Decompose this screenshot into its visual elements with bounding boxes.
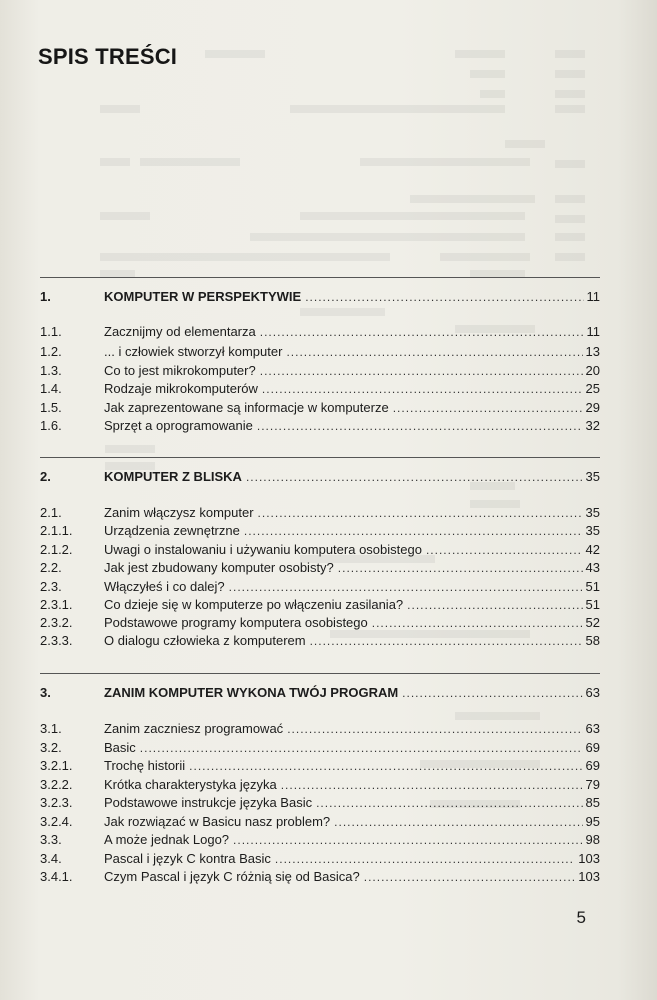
entry-page: 98 (585, 832, 600, 847)
section-divider (40, 277, 600, 278)
toc-entry (40, 868, 600, 886)
entry-title: Zacznijmy od elementarza (104, 324, 256, 339)
toc-entry (40, 831, 600, 849)
entry-page: 85 (585, 795, 600, 810)
chapter-title: KOMPUTER W PERSPEKTYWIE (104, 289, 302, 304)
entry-number: 1.6. (40, 418, 62, 433)
entry-number: 3.2.3. (40, 795, 73, 810)
entry-title: Podstawowe programy komputera osobistego (104, 615, 368, 630)
entry-page: 51 (585, 579, 600, 594)
entry-page: 69 (585, 740, 600, 755)
toc-entry (40, 541, 600, 559)
entry-page: 13 (585, 344, 600, 359)
entry-title: ... i człowiek stworzył komputer (104, 344, 283, 359)
dot-leader (281, 776, 583, 794)
entry-number: 1.1. (40, 324, 62, 339)
entry-title: Trochę historii (104, 758, 186, 773)
toc-entry (40, 399, 600, 417)
entry-title: Podstawowe instrukcje języka Basic (104, 795, 313, 810)
entry-title: Zanim zaczniesz programować (104, 721, 284, 736)
entry-page: 25 (585, 381, 600, 396)
entry-page: 11 (586, 324, 600, 339)
entry-page: 29 (585, 400, 600, 415)
entry-number: 1.4. (40, 381, 62, 396)
toc-entry (40, 559, 600, 577)
entry-number: 2.3.1. (40, 597, 73, 612)
chapter-heading (40, 468, 600, 486)
entry-title: Sprzęt a oprogramowanie (104, 418, 253, 433)
entry-page: 69 (585, 758, 600, 773)
entry-title: Jak rozwiązać w Basicu nasz problem? (104, 814, 331, 829)
entry-title: Włączyłeś i co dalej? (104, 579, 225, 594)
chapter-page: 11 (586, 289, 600, 304)
entry-page: 35 (585, 505, 600, 520)
entry-number: 2.2. (40, 560, 62, 575)
entry-title: Basic (104, 740, 136, 755)
dot-leader (244, 522, 583, 540)
toc-entry (40, 757, 600, 775)
dot-leader (334, 813, 582, 831)
entry-number: 2.1.2. (40, 542, 73, 557)
toc-entry (40, 578, 600, 596)
toc-entry (40, 362, 600, 380)
chapter-page: 63 (585, 685, 600, 700)
dot-leader (402, 684, 582, 702)
toc-entry (40, 614, 600, 632)
entry-page: 43 (585, 560, 600, 575)
entry-title: Co dzieje się w komputerze po włączeniu zasilania? (104, 597, 404, 612)
dot-leader (372, 614, 583, 632)
entry-title: Jak zaprezentowane są informacje w komputerze (104, 400, 389, 415)
entry-number: 1.2. (40, 344, 62, 359)
entry-number: 3.2.1. (40, 758, 73, 773)
entry-title: Krótka charakterystyka języka (104, 777, 277, 792)
chapter-page: 35 (585, 469, 600, 484)
chapter-heading (40, 288, 600, 306)
toc-entry (40, 739, 600, 757)
entry-page: 51 (585, 597, 600, 612)
dot-leader (305, 288, 583, 306)
toc-entry (40, 504, 600, 522)
toc-entry (40, 343, 600, 361)
entry-number: 3.2.4. (40, 814, 73, 829)
toc-entry (40, 596, 600, 614)
entry-page: 103 (578, 851, 600, 866)
entry-number: 2.1.1. (40, 523, 73, 538)
entry-number: 1.5. (40, 400, 62, 415)
toc-entry (40, 813, 600, 831)
dot-leader (338, 559, 583, 577)
entry-title: Pascal i język C kontra Basic (104, 851, 271, 866)
toc-entry (40, 323, 600, 341)
entry-title: Czym Pascal i język C różnią się od Basica? (104, 869, 360, 884)
dot-leader (189, 757, 582, 775)
toc-entry (40, 632, 600, 650)
section-divider (40, 457, 600, 458)
entry-page: 58 (585, 633, 600, 648)
chapter-number: 2. (40, 469, 51, 484)
entry-number: 2.3. (40, 579, 62, 594)
dot-leader (140, 739, 583, 757)
entry-title: Jak jest zbudowany komputer osobisty? (104, 560, 334, 575)
entry-page: 63 (585, 721, 600, 736)
entry-page: 42 (585, 542, 600, 557)
entry-page: 79 (585, 777, 600, 792)
entry-title: Urządzenia zewnętrzne (104, 523, 240, 538)
dot-leader (286, 343, 582, 361)
page-number: 5 (576, 908, 586, 927)
dot-leader (246, 468, 583, 486)
dot-leader (364, 868, 576, 886)
toc-entry (40, 720, 600, 738)
page-title: SPIS TREŚCI (38, 44, 178, 69)
dot-leader (316, 794, 582, 812)
entry-title: Uwagi o instalowaniu i używaniu komputera osobistego (104, 542, 422, 557)
entry-number: 3.1. (40, 721, 62, 736)
entry-number: 2.1. (40, 505, 62, 520)
entry-number: 3.3. (40, 832, 62, 847)
chapter-title: ZANIM KOMPUTER WYKONA TWÓJ PROGRAM (104, 685, 399, 700)
toc-entry (40, 522, 600, 540)
dot-leader (260, 362, 583, 380)
entry-number: 2.3.3. (40, 633, 73, 648)
dot-leader (287, 720, 582, 738)
entry-title: O dialogu człowieka z komputerem (104, 633, 306, 648)
chapter-number: 3. (40, 685, 51, 700)
entry-number: 1.3. (40, 363, 62, 378)
entry-page: 103 (578, 869, 600, 884)
chapter-number: 1. (40, 289, 51, 304)
dot-leader (393, 399, 583, 417)
dot-leader (262, 380, 583, 398)
dot-leader (426, 541, 583, 559)
entry-title: Zanim włączysz komputer (104, 505, 254, 520)
toc-entry (40, 850, 600, 868)
toc-entry (40, 794, 600, 812)
chapter-title: KOMPUTER Z BLISKA (104, 469, 242, 484)
dot-leader (233, 831, 582, 849)
entry-number: 3.4.1. (40, 869, 73, 884)
entry-page: 32 (585, 418, 600, 433)
chapter-heading (40, 684, 600, 702)
entry-number: 3.2. (40, 740, 62, 755)
dot-leader (260, 323, 584, 341)
entry-number: 3.4. (40, 851, 62, 866)
entry-title: A może jednak Logo? (104, 832, 230, 847)
entry-page: 52 (585, 615, 600, 630)
toc-entry (40, 417, 600, 435)
entry-page: 35 (585, 523, 600, 538)
dot-leader (229, 578, 583, 596)
toc-entry (40, 776, 600, 794)
dot-leader (407, 596, 582, 614)
toc-entry (40, 380, 600, 398)
entry-page: 95 (585, 814, 600, 829)
dot-leader (257, 417, 583, 435)
dot-leader (275, 850, 575, 868)
entry-title: Rodzaje mikrokomputerów (104, 381, 258, 396)
entry-number: 2.3.2. (40, 615, 73, 630)
dot-leader (258, 504, 583, 522)
entry-number: 3.2.2. (40, 777, 73, 792)
dot-leader (310, 632, 583, 650)
section-divider (40, 673, 600, 674)
entry-title: Co to jest mikrokomputer? (104, 363, 256, 378)
entry-page: 20 (585, 363, 600, 378)
